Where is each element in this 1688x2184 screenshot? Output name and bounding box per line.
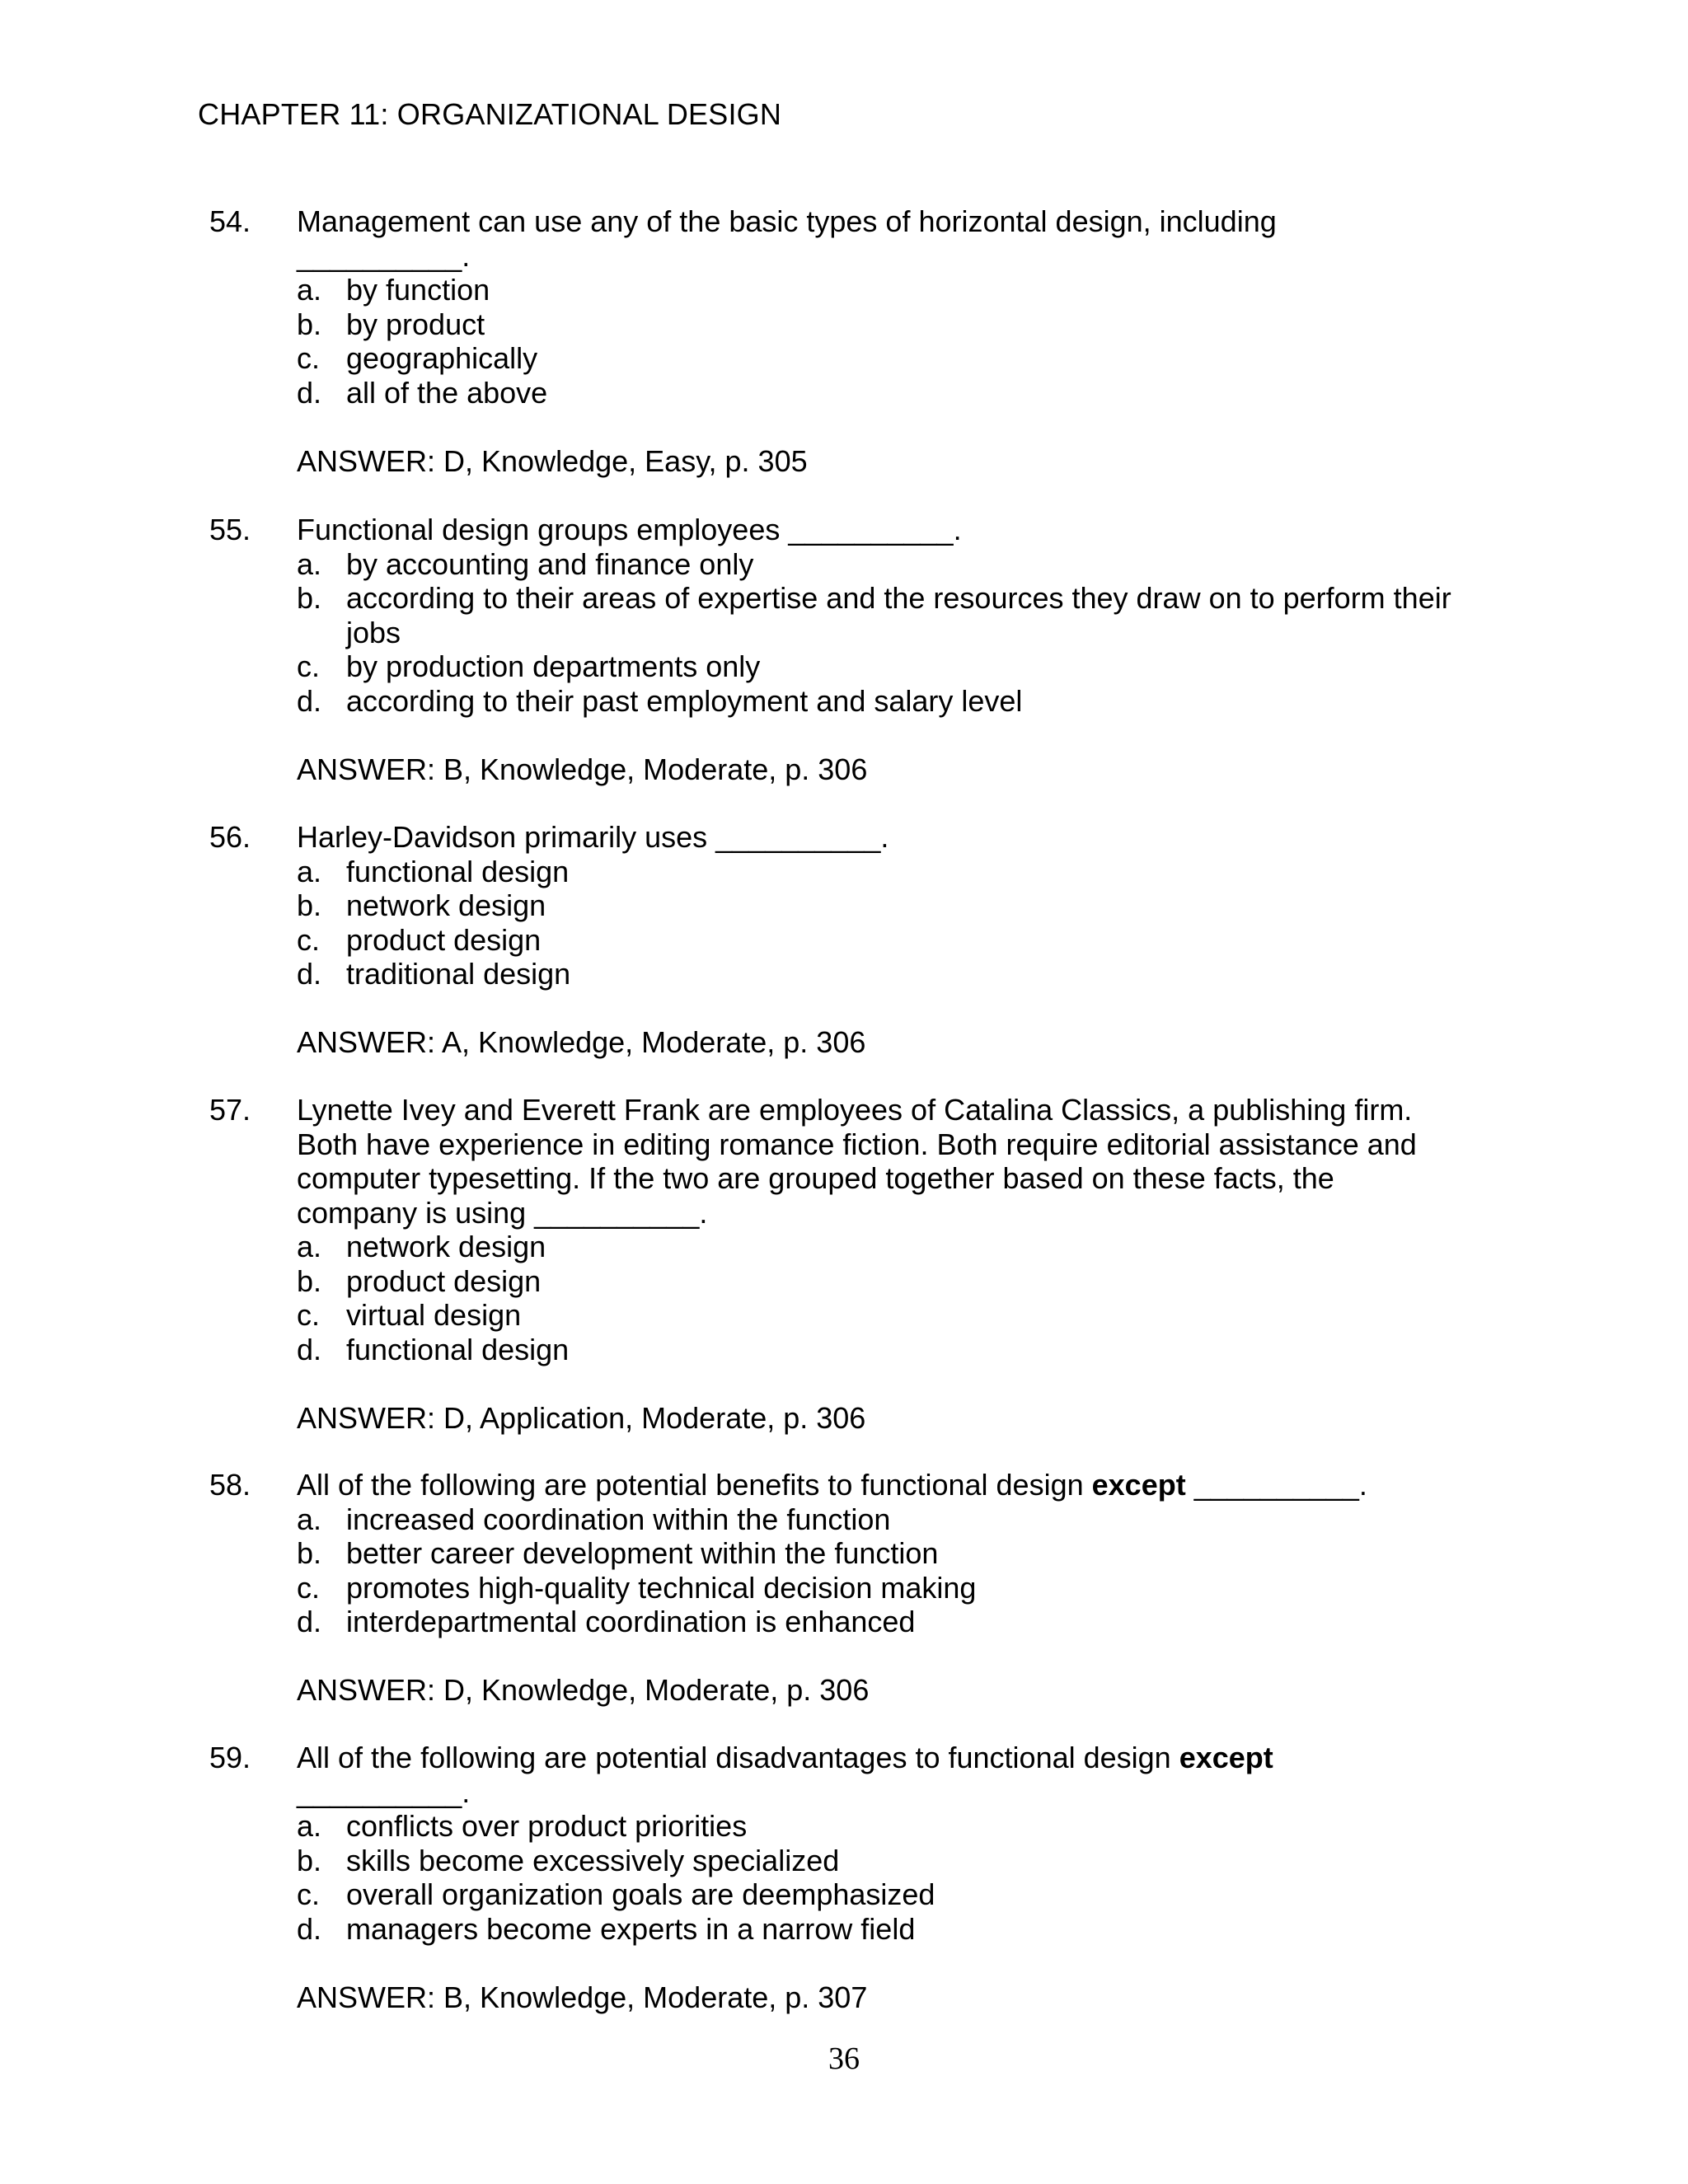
question-stem-line: Lynette Ivey and Everett Frank are employees of Catalina Classics, a publishing firm. [297,1093,1413,1127]
question-number: 58. [209,1468,251,1502]
option-letter: b. [297,1536,322,1570]
option-letter: b. [297,307,322,341]
option-text: according to their past employment and salary level [346,683,1023,718]
question-number: 57. [209,1093,251,1127]
option-letter: c. [297,1877,321,1911]
option-letter: b. [297,581,322,615]
option-text: functional design [346,1332,570,1366]
option-text: geographically [346,341,538,375]
stem-text: All of the following are potential disadvantages to functional design [297,1741,1179,1774]
option-letter: c. [297,1298,321,1332]
stem-emphasis: except [1091,1468,1186,1502]
option-text: overall organization goals are deemphasized [346,1877,935,1911]
option-text: functional design [346,854,570,888]
option-text: by function [346,273,490,307]
answer-line: ANSWER: D, Knowledge, Easy, p. 305 [297,443,808,478]
answer-line: ANSWER: D, Knowledge, Moderate, p. 306 [297,1673,870,1707]
option-letter: c. [297,649,321,683]
question-stem-line: computer typesetting. If the two are grouped together based on these facts, the [297,1161,1334,1195]
option-text: network design [346,888,546,922]
question-stem-line: Both have experience in editing romance fiction. Both require editorial assistance and [297,1127,1417,1161]
question-stem-line [297,1468,1500,1502]
question-stem-line: company is using __________. [297,1195,708,1230]
question-stem [297,513,1500,547]
option-text: increased coordination within the function [346,1502,891,1536]
chapter-title: CHAPTER 11: ORGANIZATIONAL DESIGN [198,97,782,131]
option-text-line: according to their areas of expertise and the resources they draw on to perform their [346,581,1451,615]
question-stem-blank: __________. [297,238,471,273]
option-letter: b. [297,1263,322,1298]
option-text: traditional design [346,957,571,991]
option-letter: a. [297,1809,322,1843]
answer-line: ANSWER: B, Knowledge, Moderate, p. 307 [297,1980,868,2014]
option-letter: d. [297,957,322,991]
option-letter: d. [297,375,322,410]
option-letter: d. [297,1605,322,1638]
question-number: 55. [209,513,251,546]
question-stem-line [297,1741,1500,1775]
stem-text: All of the following are potential benefits to functional design [297,1468,1092,1502]
question-number: 56. [209,820,251,854]
stem-emphasis: except [1179,1741,1273,1774]
option-letter: a. [297,273,322,307]
option-text: product design [346,922,542,957]
question-stem [297,1741,1500,1809]
option-text: better career development within the function [346,1536,939,1570]
option-text: by production departments only [346,649,761,683]
option-text [346,581,1533,649]
question-stem-line: Management can use any of the basic types of horizontal design, including [297,204,1277,238]
answer-line: ANSWER: A, Knowledge, Moderate, p. 306 [297,1025,866,1059]
question-number: 54. [209,204,251,238]
option-text: promotes high-quality technical decision making [346,1570,977,1605]
option-letter: c. [297,341,321,375]
page-number: 36 [828,2041,860,2076]
question-stem-line: Functional design groups employees __________. [297,513,962,546]
option-text: conflicts over product priorities [346,1809,748,1843]
option-letter: c. [297,1570,321,1605]
option-letter: d. [297,1332,322,1366]
option-letter: c. [297,922,321,957]
option-text: all of the above [346,375,548,410]
stem-blank: __________. [1185,1468,1367,1502]
option-text: product design [346,1263,542,1298]
option-text: managers become experts in a narrow field [346,1911,916,1946]
question-stem [297,1468,1500,1502]
answer-line: ANSWER: D, Application, Moderate, p. 306 [297,1400,866,1435]
option-text: interdepartmental coordination is enhanced [346,1605,916,1638]
option-text: by accounting and finance only [346,546,754,581]
option-letter: b. [297,888,322,922]
option-letter: a. [297,1502,322,1536]
answer-line: ANSWER: B, Knowledge, Moderate, p. 306 [297,752,868,786]
option-text: by product [346,307,485,341]
question-stem-line: Harley-Davidson primarily uses __________. [297,820,889,854]
question-stem-blank: __________. [297,1774,471,1809]
option-letter: b. [297,1843,322,1877]
question-number: 59. [209,1741,251,1774]
option-letter: a. [297,1230,322,1263]
question-stem [297,820,1500,855]
option-letter: a. [297,546,322,581]
option-text: network design [346,1230,546,1263]
question-stem [297,204,1500,273]
option-text: virtual design [346,1298,522,1332]
option-letter: d. [297,683,322,718]
option-text-line: jobs [346,615,401,649]
question-stem [297,1093,1500,1230]
option-text: skills become excessively specialized [346,1843,840,1877]
option-letter: a. [297,854,322,888]
option-letter: d. [297,1911,322,1946]
